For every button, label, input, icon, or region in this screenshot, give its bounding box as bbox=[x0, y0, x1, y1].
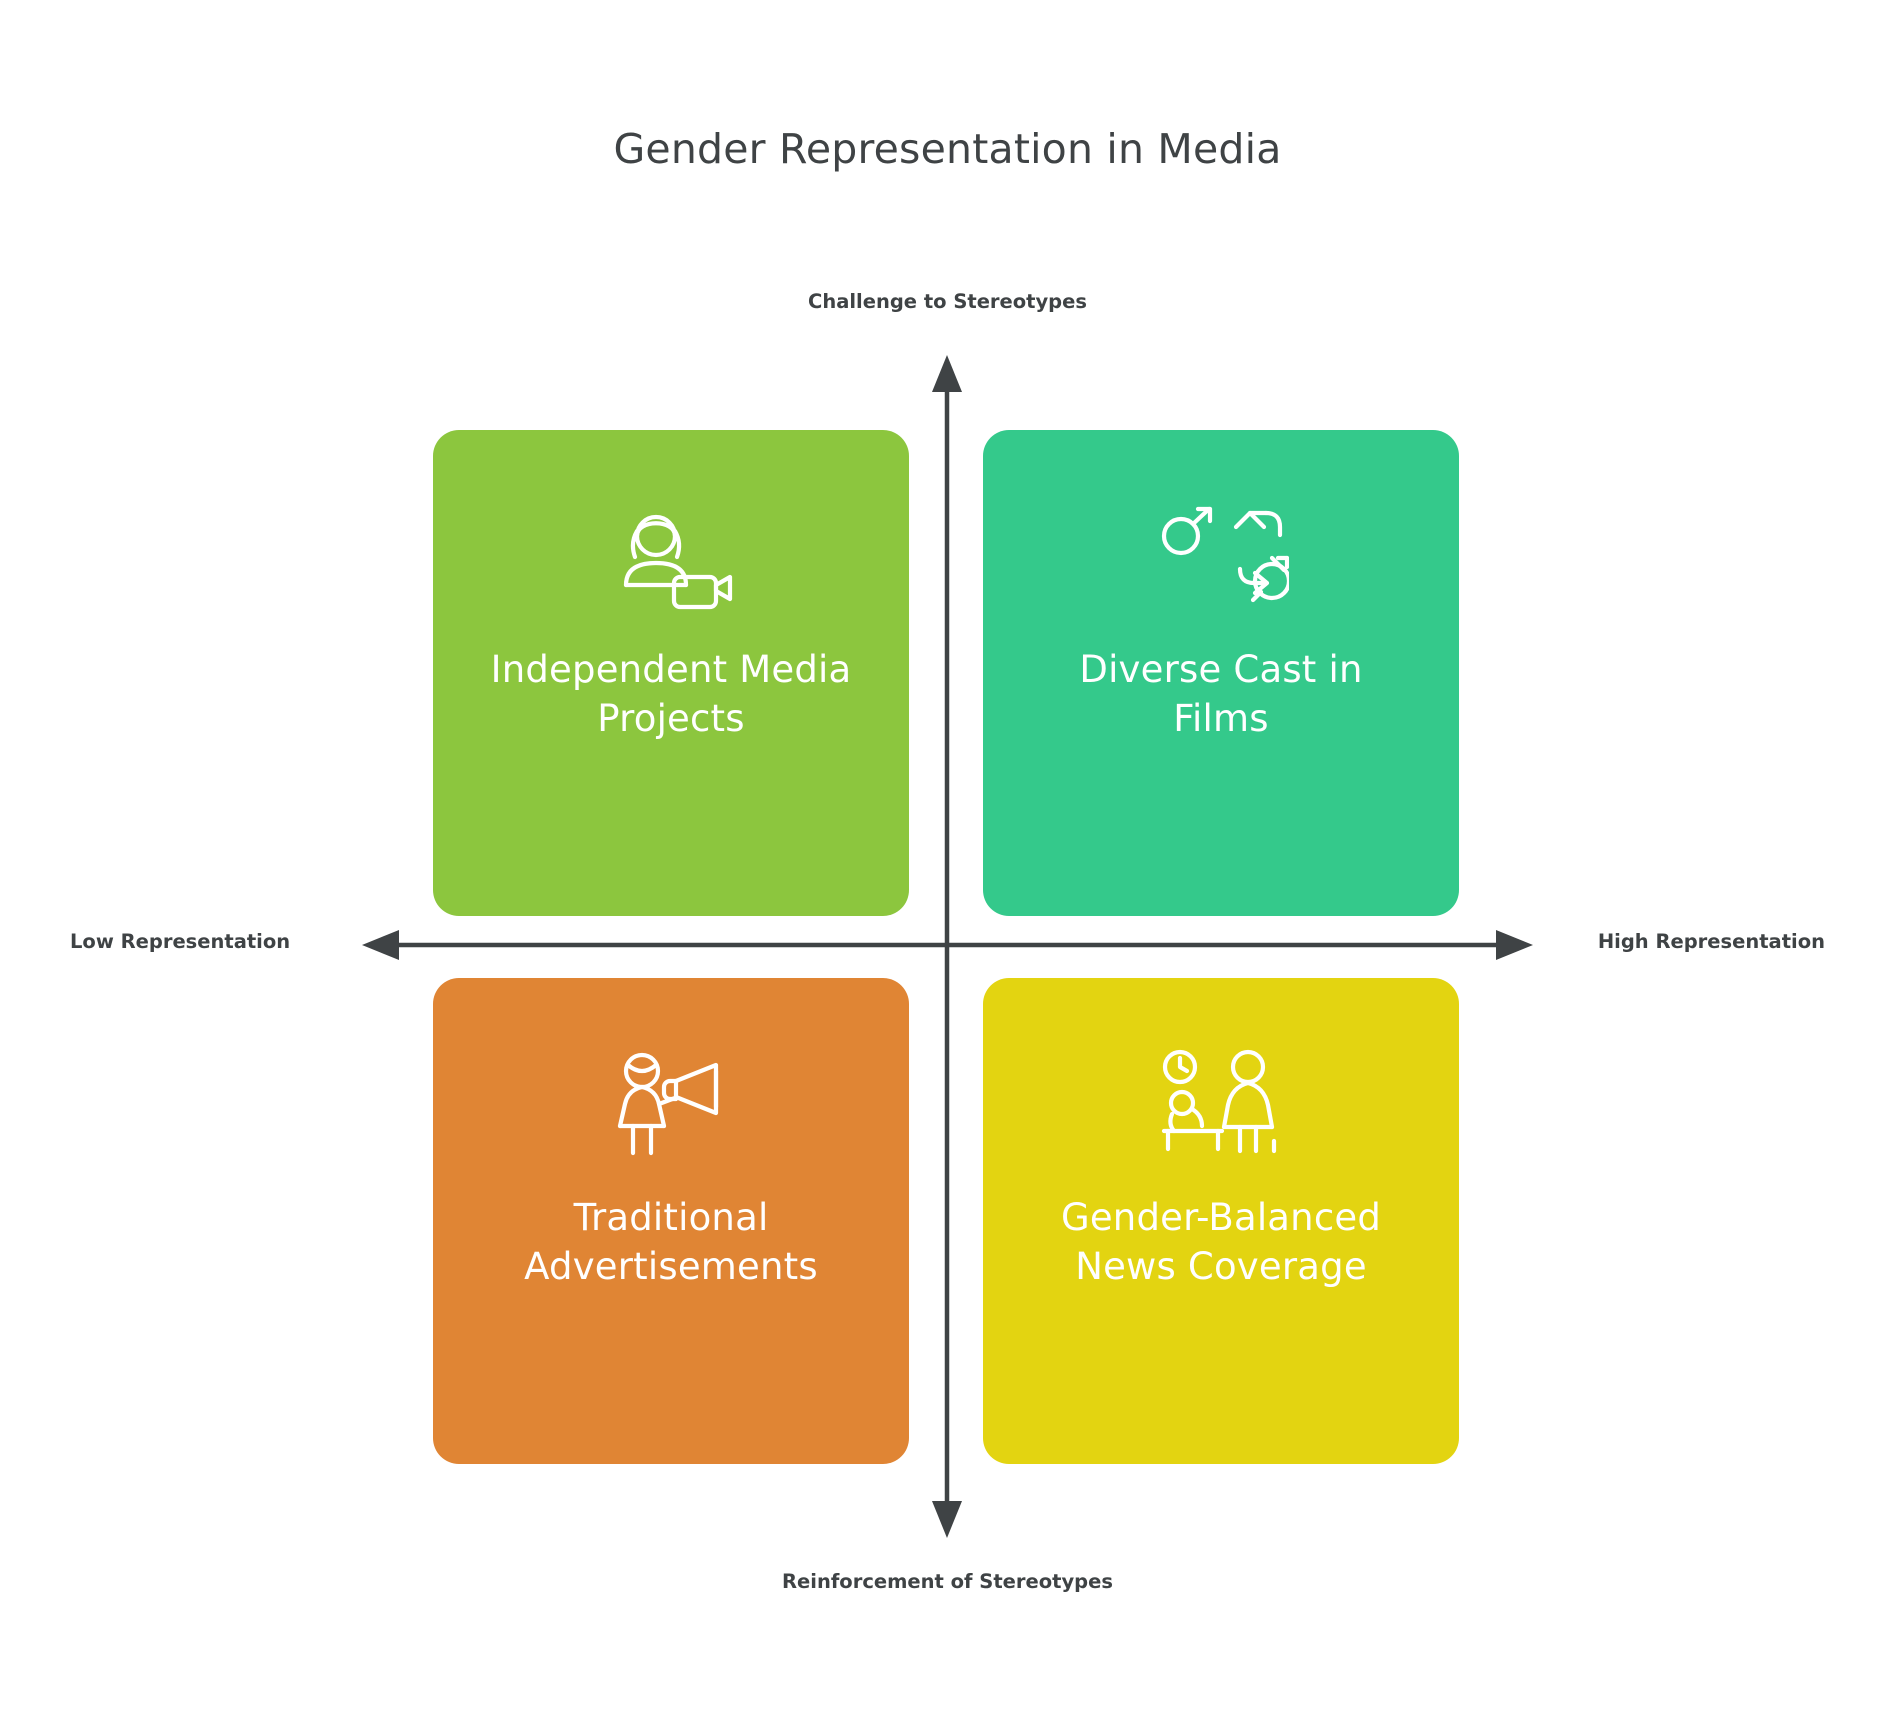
page-title: Gender Representation in Media bbox=[613, 125, 1282, 173]
icon-wrap bbox=[606, 488, 736, 638]
quadrant-gender-balanced-news-coverage[interactable] bbox=[983, 978, 1459, 1464]
axis-label-left: Low Representation bbox=[70, 930, 291, 953]
icon-wrap bbox=[1154, 1036, 1289, 1186]
quadrant-independent-media-projects[interactable] bbox=[433, 430, 909, 916]
axis-label-bottom: Reinforcement of Stereotypes bbox=[782, 1570, 1113, 1593]
gender-symbols-swap-icon bbox=[1154, 503, 1289, 623]
quadrant-label: Diverse Cast in Films bbox=[1079, 648, 1363, 740]
news-anchors-icon bbox=[1154, 1049, 1289, 1174]
axis-arrow-right-icon bbox=[1496, 930, 1533, 960]
woman-with-megaphone-icon bbox=[604, 1049, 739, 1174]
axis-arrow-left-icon bbox=[362, 930, 399, 960]
quadrant-label: Traditional Advertisements bbox=[524, 1196, 818, 1288]
quadrant-traditional-advertisements[interactable] bbox=[433, 978, 909, 1464]
axis-arrow-up-icon bbox=[932, 355, 962, 392]
axis-arrow-down-icon bbox=[932, 1501, 962, 1538]
icon-wrap bbox=[604, 1036, 739, 1186]
axis-label-top: Challenge to Stereotypes bbox=[808, 290, 1087, 313]
woman-with-video-camera-icon bbox=[606, 503, 736, 623]
quadrant-label: Gender-Balanced News Coverage bbox=[1060, 1196, 1382, 1288]
icon-wrap bbox=[1154, 488, 1289, 638]
quadrant-diverse-cast-in-films[interactable] bbox=[983, 430, 1459, 916]
axis-label-right: High Representation bbox=[1597, 930, 1825, 953]
quadrant-label: Independent Media Projects bbox=[490, 648, 852, 740]
